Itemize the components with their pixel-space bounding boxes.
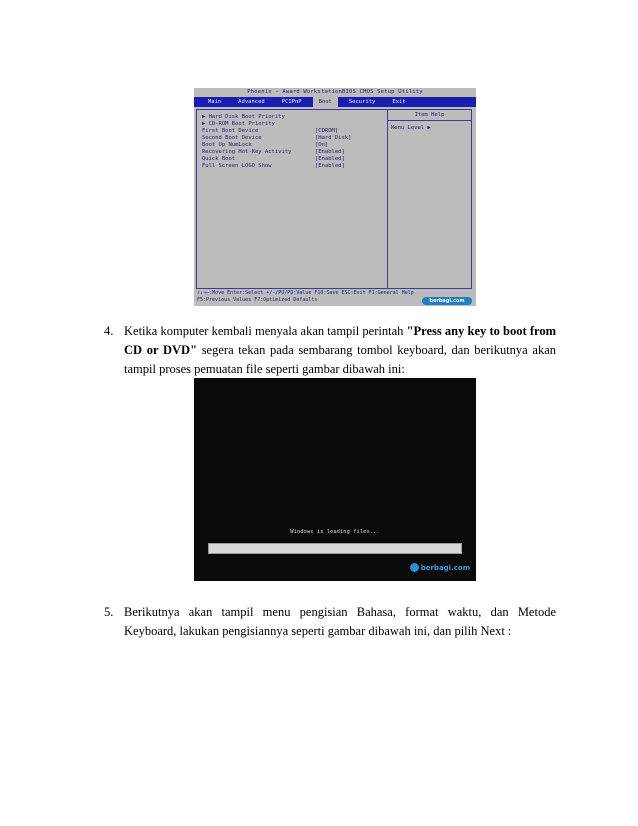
step-4-text-a: Ketika komputer kembali menyala akan tampil perintah	[124, 324, 407, 338]
bios-footer-line: F5:Previous Values F7:Optimized Defaults	[197, 297, 318, 303]
step-4-paragraph	[104, 322, 556, 379]
bios-tab-security: Security	[348, 99, 376, 105]
bios-menu-bar	[194, 97, 476, 107]
bios-help-title: Item Help	[388, 110, 471, 121]
bios-item-label: Second Boot Device	[202, 135, 262, 141]
step-4-bold-text: "Press any key to boot from CD or DVD"	[124, 324, 556, 357]
bios-footer	[194, 290, 476, 306]
watermark-logo: berbagi.com	[422, 297, 472, 305]
step-5-paragraph	[104, 603, 556, 641]
bios-tab-boot: Boot	[313, 97, 338, 107]
bios-item-label: Recovering Hot-Key Activity	[202, 149, 292, 155]
step-number: 4.	[104, 324, 114, 338]
bios-help-text: Menu Level ▶	[391, 125, 431, 131]
bios-item-label: First Boot Device	[202, 128, 259, 134]
step-5-text: Berikutnya akan tampil menu pengisian Bahasa, format waktu, dan Metode Keyboard, lakukan pengisiannya seperti gambar dibawah ini, dan pilih Next :	[124, 605, 556, 638]
bios-item-label: ▶ Hard Disk Boot Priority	[202, 114, 285, 120]
bios-item-value: [Enabled]	[315, 163, 345, 169]
bios-item-label: Full Screen LOGO Show	[202, 163, 272, 169]
step-number: 5.	[104, 605, 114, 619]
step-4-text	[124, 322, 556, 379]
bios-setup-screenshot	[194, 88, 476, 306]
bios-help-panel	[388, 110, 471, 288]
bios-tab-advanced: Advanced	[238, 99, 265, 105]
bios-item-value: [On]	[315, 142, 329, 148]
loading-progress-bar	[208, 543, 462, 554]
logo-circle-icon	[410, 563, 419, 572]
bios-item-value: [Enabled]	[315, 149, 345, 155]
bios-tab-pcipnp: PCIPnP	[281, 99, 302, 105]
bios-item-list	[197, 110, 388, 288]
bios-title: Phoenix - Award WorkstationBIOS CMOS Setup Utility	[194, 88, 476, 97]
bios-item-label: ▶ CD-ROM Boot Priority	[202, 121, 275, 127]
logo-text: berbagi.com	[420, 563, 470, 572]
bios-tab-main: Main	[208, 99, 222, 105]
bios-item-value: [CDROM]	[315, 128, 339, 134]
step-4-text-b: segera tekan pada sembarang tombol keyboard, dan berikutnya akan tampil proses pemuatan file seperti gambar dibawah ini:	[124, 343, 556, 376]
loading-text: Windows is loading files...	[290, 529, 380, 535]
bios-tab-exit: Exit	[392, 99, 406, 105]
bios-item-label: Boot Up NumLock	[202, 142, 252, 148]
watermark-logo	[410, 562, 470, 573]
bios-panel	[196, 109, 472, 289]
bios-footer-line: ↑↓→←:Move Enter:Select +/-/PU/PD:Value F10:Save ESC:Exit F1:General Help	[197, 290, 414, 296]
bios-item-value: [Hard Disk]	[315, 135, 352, 141]
windows-loading-screenshot	[194, 378, 476, 581]
bios-item-label: Quick Boot	[202, 156, 236, 162]
bios-item-value: [Enabled]	[315, 156, 345, 162]
loading-progress-fill	[209, 544, 461, 553]
